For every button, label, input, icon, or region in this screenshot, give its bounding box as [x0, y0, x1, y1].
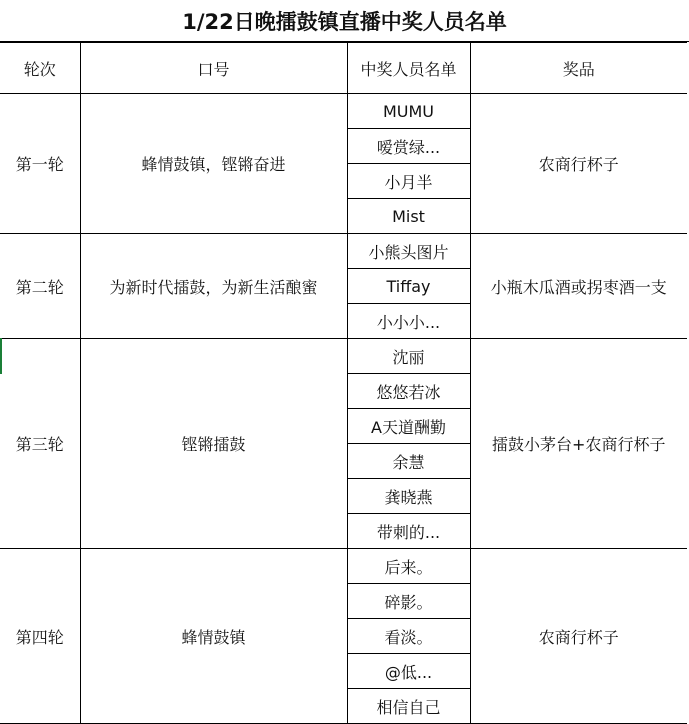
winner-cell[interactable]: 悠悠若冰: [347, 374, 470, 409]
winner-cell[interactable]: Tiffay: [347, 269, 470, 304]
header-round[interactable]: 轮次: [0, 43, 80, 94]
winners-table: [0, 42, 687, 724]
winner-cell[interactable]: 带刺的...: [347, 514, 470, 549]
winner-cell[interactable]: MUMU: [347, 94, 470, 129]
sheet-title: 1/22日晚擂鼓镇直播中奖人员名单: [0, 0, 689, 42]
winner-cell[interactable]: 龚晓燕: [347, 479, 470, 514]
round-cell[interactable]: 第三轮: [0, 339, 80, 549]
prize-cell[interactable]: 农商行杯子: [470, 549, 687, 724]
header-slogan[interactable]: 口号: [80, 43, 347, 94]
header-row: [0, 43, 687, 94]
winner-cell[interactable]: 小小小...: [347, 304, 470, 339]
round-cell[interactable]: 第二轮: [0, 234, 80, 339]
winner-cell[interactable]: @低...: [347, 654, 470, 689]
winner-cell[interactable]: 碎影。: [347, 584, 470, 619]
slogan-cell[interactable]: 为新时代擂鼓，为新生活酿蜜: [80, 234, 347, 339]
winner-cell[interactable]: 看淡。: [347, 619, 470, 654]
prize-cell[interactable]: 农商行杯子: [470, 94, 687, 234]
slogan-cell[interactable]: 铿锵擂鼓: [80, 339, 347, 549]
round-cell[interactable]: 第四轮: [0, 549, 80, 724]
round-cell[interactable]: 第一轮: [0, 94, 80, 234]
table-row: [0, 94, 687, 129]
winner-cell[interactable]: 相信自己: [347, 689, 470, 724]
winner-cell[interactable]: 小熊头图片: [347, 234, 470, 269]
cell-selection-marker: [0, 338, 2, 374]
header-winners[interactable]: 中奖人员名单: [347, 43, 470, 94]
table-row: [0, 549, 687, 584]
winner-cell[interactable]: 后来。: [347, 549, 470, 584]
slogan-cell[interactable]: 蜂情鼓镇，铿锵奋进: [80, 94, 347, 234]
winner-cell[interactable]: 沈丽: [347, 339, 470, 374]
winner-cell[interactable]: 余慧: [347, 444, 470, 479]
winner-cell[interactable]: A天道酬勤: [347, 409, 470, 444]
prize-cell[interactable]: 擂鼓小茅台+农商行杯子: [470, 339, 687, 549]
table-row: [0, 234, 687, 269]
prize-cell[interactable]: 小瓶木瓜酒或拐枣酒一支: [470, 234, 687, 339]
table-row: [0, 339, 687, 374]
winner-cell[interactable]: Mist: [347, 199, 470, 234]
header-prize[interactable]: 奖品: [470, 43, 687, 94]
slogan-cell[interactable]: 蜂情鼓镇: [80, 549, 347, 724]
winner-cell[interactable]: 小月半: [347, 164, 470, 199]
winner-cell[interactable]: 嗳赏绿...: [347, 129, 470, 164]
